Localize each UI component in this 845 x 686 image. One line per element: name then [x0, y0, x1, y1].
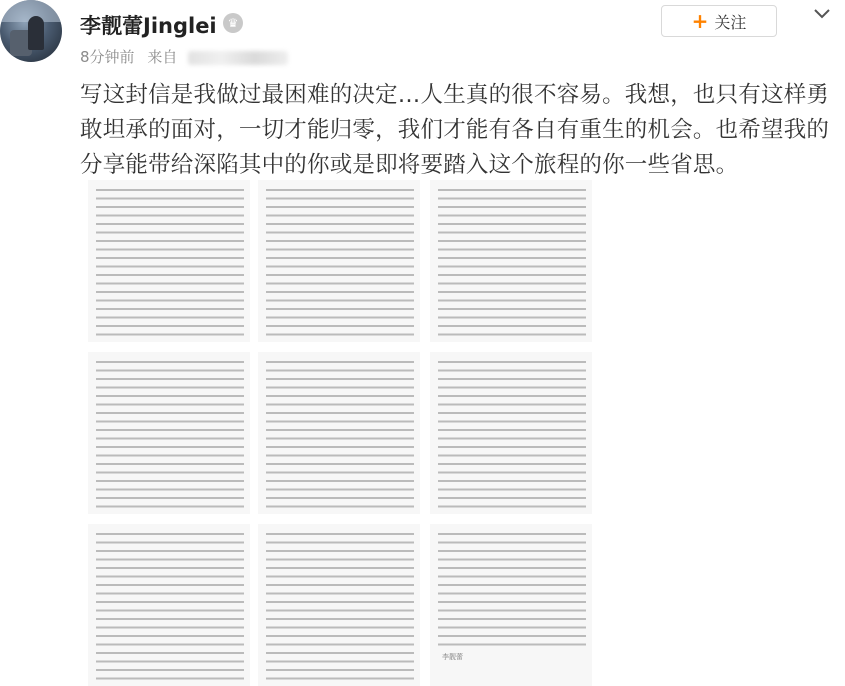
letter-page-image[interactable]: [88, 352, 250, 514]
user-name[interactable]: 李靓蕾Jinglei: [80, 14, 217, 38]
plus-icon: +: [691, 9, 709, 33]
letter-page-image[interactable]: [430, 180, 592, 342]
letter-page-image[interactable]: [258, 352, 420, 514]
blurred-source: [188, 51, 288, 65]
avatar[interactable]: [0, 0, 62, 62]
vip-icon: ♛: [223, 13, 243, 33]
source-prefix: 来自: [147, 48, 178, 66]
letter-page-image[interactable]: [258, 180, 420, 342]
post-meta: [80, 46, 288, 67]
follow-button[interactable]: [661, 5, 777, 37]
post-header: [0, 0, 845, 72]
letter-page-image[interactable]: [88, 180, 250, 342]
letter-page-image[interactable]: [430, 352, 592, 514]
post-time[interactable]: 8分钟前: [80, 48, 135, 66]
chevron-down-icon[interactable]: [808, 2, 836, 26]
post-text: 写这封信是我做过最困难的决定…人生真的很不容易。我想，也只有这样勇敢坦承的面对，一切才能归零，我们才能有各自有重生的机会。也希望我的分享能带给深陷其中的你或是即将要踏入这个旅程的你一些省思。: [80, 82, 830, 178]
letter-page-image[interactable]: [430, 524, 592, 686]
follow-label: 关注: [714, 12, 747, 32]
letter-signature: 李靓蕾: [442, 653, 463, 661]
letter-page-image[interactable]: [258, 524, 420, 686]
image-grid: [80, 180, 845, 676]
letter-page-image[interactable]: [88, 524, 250, 686]
